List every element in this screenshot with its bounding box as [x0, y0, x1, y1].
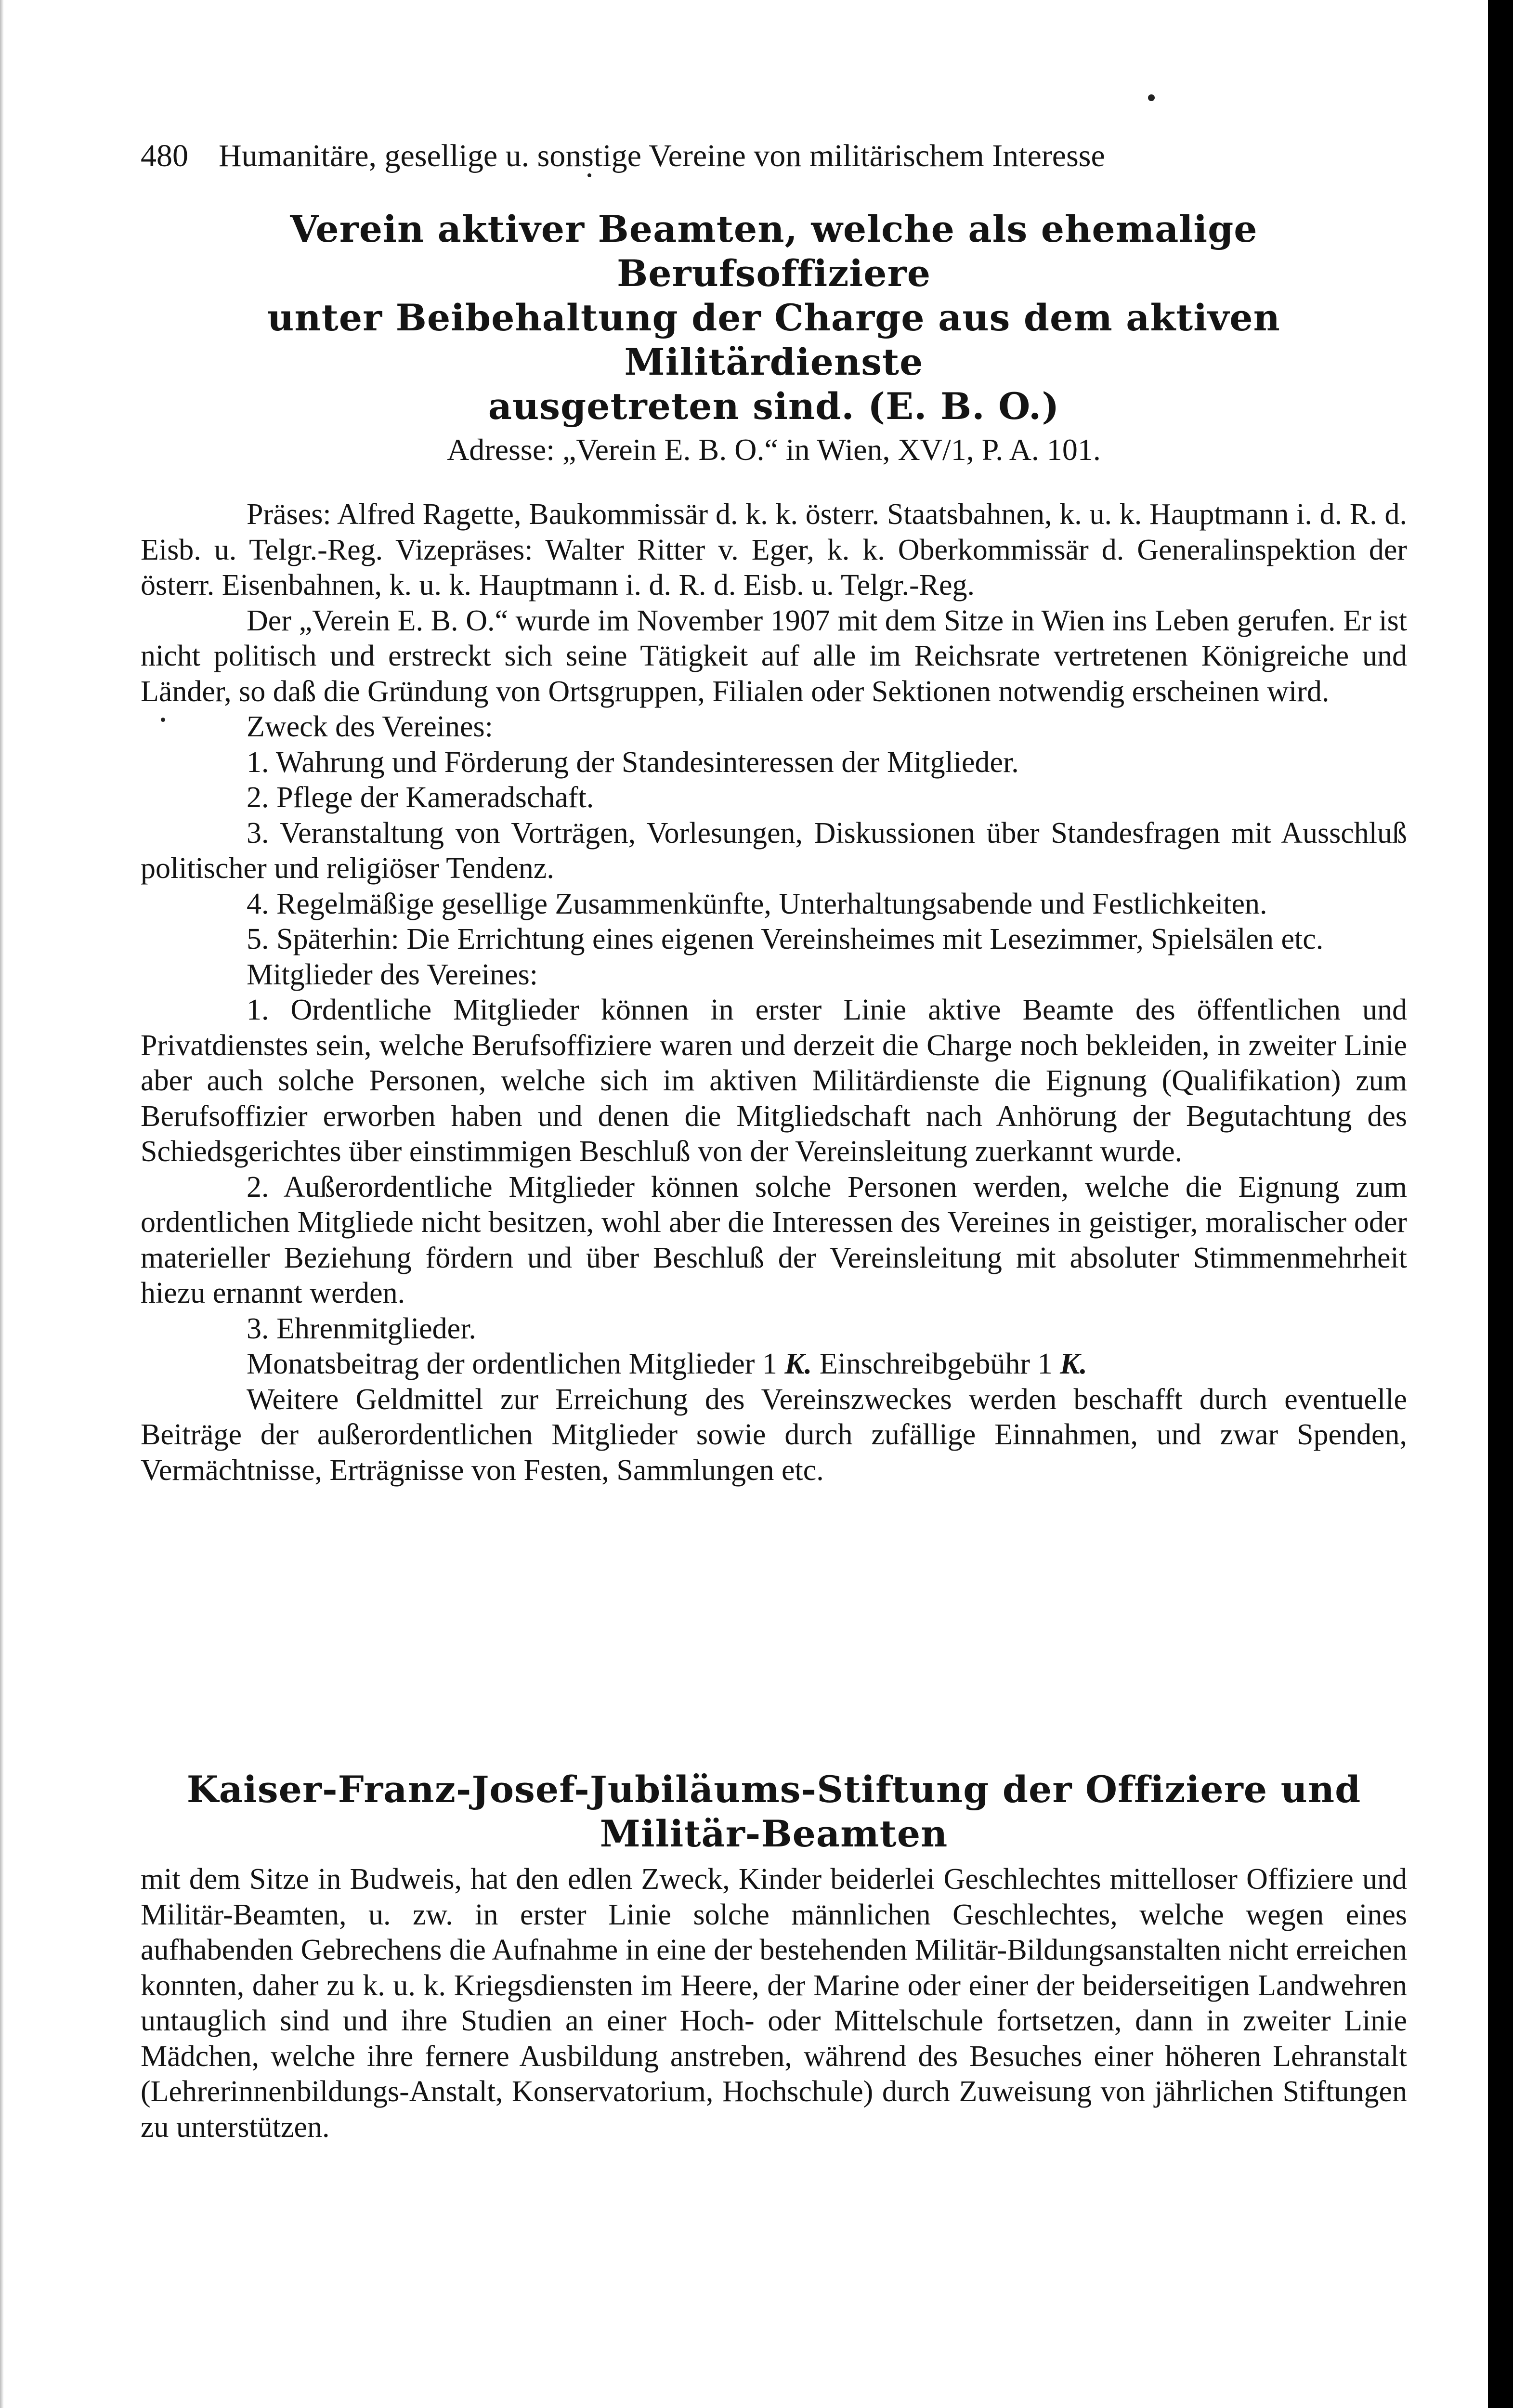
running-title: Humanitäre, gesellige u. sonstige Vereine von militärischem Interesse: [219, 138, 1105, 173]
purpose-item: 2. Pflege der Kameradschaft.: [247, 781, 594, 814]
title-line: Kaiser-Franz-Josef-Jubiläums-Stiftung der Offiziere und: [186, 1768, 1361, 1811]
scan-edge-left: [0, 0, 4, 2408]
member-item: 3. Ehrenmitglieder.: [247, 1312, 476, 1345]
title-line: Militär-Beamten: [600, 1812, 948, 1855]
section-stiftung: [141, 1767, 1407, 2145]
heading-purpose: Zweck des Vereines:: [247, 710, 493, 743]
section-eb-o: [141, 207, 1407, 1488]
fee-currency: K.: [784, 1348, 812, 1380]
purpose-item: 5. Späterhin: Die Errichtung eines eigenen Vereinsheimes mit Lesezimmer, Spielsälen etc.: [247, 923, 1324, 955]
title-line: Verein aktiver Beamten, welche als ehemalige Berufsoffiziere: [290, 208, 1258, 295]
scan-edge-right: [1488, 0, 1513, 2408]
member-item: 1. Ordentliche Mitglieder können in erster Linie aktive Beamte des öffentlichen und Privatdienstes sein, welche Berufsoffiziere waren und derzeit die Charge noch bekleiden, in zweiter Linie aber auch solche Personen, welche sich im aktiven Militärdienste die Eignung (Qualifikation) zum Berufsoffizier erworben haben und denen die Mitgliedschaft nach Anhörung der Begutachtung des Schiedsgerichtes über einstimmigen Beschluß von der Vereinsleitung zuerkannt wurde.: [141, 994, 1407, 1168]
fee-text: Monatsbeitrag der ordentlichen Mitglieder 1: [247, 1348, 777, 1380]
purpose-item: 3. Veranstaltung von Vorträgen, Vorlesungen, Diskussionen über Standesfragen mit Ausschluß politischer und religiöser Tendenz.: [141, 816, 1407, 885]
paragraph-stiftung: mit dem Sitze in Budweis, hat den edlen Zweck, Kinder beiderlei Geschlechtes mittelloser Offiziere und Militär-Beamten, u. zw. in erster Linie solche männlichen Geschlechtes, welche wegen eines aufhabenden Gebrechens die Aufnahme in eine der bestehenden Militär-Bildungsanstalten nicht erreichen konnten, daher zu k. u. k. Kriegsdiensten im Heere, der Marine oder einer der beiderseitigen Landwehren untauglich sind und ihre Studien an einer Hoch- oder Mittelschule fortsetzen, dann in zweiter Linie Mädchen, welche ihre fernere Ausbildung anstreben, während des Besuches einer höheren Lehranstalt (Lehrerinnenbildungs-Anstalt, Konservatorium, Hochschule) durch Zuweisung von jährlichen Stiftungen zu unterstützen.: [141, 1863, 1407, 2144]
purpose-item: 1. Wahrung und Förderung der Standesinteressen der Mitglieder.: [247, 746, 1019, 779]
section-eb-o-address: Adresse: „Verein E. B. O.“ in Wien, XV/1, P. A. 101.: [447, 432, 1101, 467]
scan-speck: [1148, 94, 1155, 101]
page-number: 480: [141, 138, 188, 173]
section-eb-o-title: [141, 207, 1407, 429]
title-line: unter Beibehaltung der Charge aus dem aktiven Militärdienste: [267, 296, 1280, 383]
heading-members: Mitglieder des Vereines:: [247, 958, 538, 991]
paragraph-founding: Der „Verein E. B. O.“ wurde im November 1907 mit dem Sitze in Wien ins Leben gerufen. Er ist nicht politisch und erstreckt sich seine Tätigkeit auf alle im Reichsrate vertretenen Königreiche und Länder, so daß die Gründung von Ortsgruppen, Filialen oder Sektionen notwendig erscheinen wird.: [141, 604, 1407, 708]
fee-text: Einschreibgebühr 1: [819, 1348, 1053, 1380]
paragraph-funding: Weitere Geldmittel zur Erreichung des Vereinszweckes werden beschafft durch eventuelle Beiträge der außerordentlichen Mitglieder sowie durch zufällige Einnahmen, und zwar Spenden, Vermächtnisse, Erträgnisse von Festen, Sammlungen etc.: [141, 1383, 1407, 1487]
fee-currency: K.: [1060, 1348, 1087, 1380]
member-item: 2. Außerordentliche Mitglieder können solche Personen werden, welche die Eignung zum ordentlichen Mitgliede nicht besitzen, wohl aber die Interessen des Vereines in geistiger, moralischer oder materieller Beziehung fördern und über Beschluß der Vereinsleitung mit absoluter Stimmenmehrheit hiezu ernannt werden.: [141, 1170, 1407, 1309]
paragraph-fees: [141, 1347, 1407, 1382]
section-stiftung-title: [141, 1767, 1407, 1856]
page-header: [141, 137, 1306, 175]
paragraph-presidium: Präses: Alfred Ragette, Baukommissär d. k. k. österr. Staatsbahnen, k. u. k. Hauptmann i. d. R. d. Eisb. u. Telgr.-Reg. Vizepräses: Walter Ritter v. Eger, k. k. Oberkommissär d. Generalinspektion der österr. Eisenbahnen, k. u. k. Hauptmann i. d. R. d. Eisb. u. Telgr.-Reg.: [141, 498, 1407, 602]
purpose-item: 4. Regelmäßige gesellige Zusammenkünfte, Unterhaltungsabende und Festlichkeiten.: [247, 887, 1267, 920]
title-line: ausgetreten sind. (E. B. O.): [488, 385, 1060, 428]
